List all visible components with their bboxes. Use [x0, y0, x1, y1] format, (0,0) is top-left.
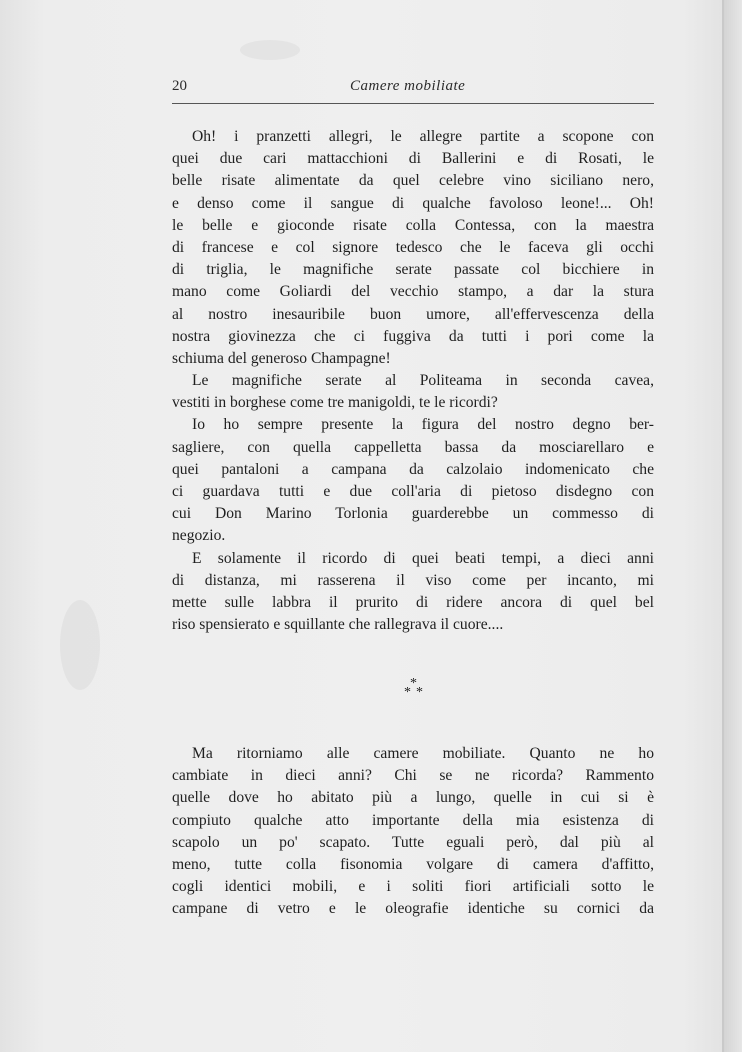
- text-line: ci guardava tutti e due coll'aria di pietoso disdegno con: [172, 483, 654, 500]
- text-line: quelle dove ho abitato più a lungo, quelle in cui si è: [172, 789, 654, 807]
- text-block-first: [172, 126, 654, 636]
- paper-stain: [240, 40, 300, 60]
- text-line: cogli identici mobili, e i soliti fiori artificiali sotto le: [172, 878, 654, 896]
- text-line: di triglia, le magnifiche serate passate col bicchiere in: [172, 261, 654, 279]
- header-rule: [172, 103, 654, 104]
- asterisk: *: [404, 685, 411, 700]
- text-line: campane di vetro e le oleografie identiche su cornici da: [172, 900, 654, 918]
- text-block-second: [172, 743, 654, 921]
- text-line: Le magnifiche serate al Politeama in seconda cavea,: [192, 372, 654, 390]
- text-line: negozio.: [172, 527, 226, 545]
- text-line: belle risate alimentate da quel celebre vino siciliano nero,: [172, 172, 654, 190]
- text-line: quei due cari mattacchioni di Ballerini e di Rosati, le: [172, 150, 654, 168]
- asterisk: *: [410, 676, 417, 691]
- running-title: Camere mobiliate: [350, 78, 466, 94]
- text-line: compiuto qualche atto importante della mia esistenza di: [172, 811, 654, 829]
- text-line: riso spensierato e squillante che rallegrava il cuore....: [172, 616, 504, 634]
- text-line: scapolo un po' scapato. Tutte eguali però, dal più al: [172, 833, 654, 851]
- text-line: cui Don Marino Torlonia guarderebbe un commesso di: [172, 505, 654, 523]
- text-line: meno, tutte colla fisonomia volgare di camera d'affitto,: [172, 855, 654, 873]
- text-line: sagliere, con quella cappelletta bassa da mosciarellaro e: [172, 438, 654, 456]
- text-line: di francese e col signore tedesco che le faceva gli occhi: [172, 238, 654, 256]
- text-line: al nostro inesauribile buon umore, all'effervescenza della: [172, 305, 654, 323]
- page-number: 20: [172, 78, 187, 94]
- page-edge-line: [722, 0, 724, 1052]
- text-line: e denso come il sangue di qualche favoloso leone!... Oh!: [172, 194, 654, 212]
- section-separator-asterism: [400, 676, 440, 706]
- text-line: le belle e gioconde risate colla Contessa, con la maestra: [172, 216, 654, 234]
- text-line: Ma ritorniamo alle camere mobiliate. Quanto ne ho: [192, 745, 654, 762]
- text-line: E solamente il ricordo di quei beati tempi, a dieci anni: [192, 549, 654, 567]
- page-edge-shadow: [724, 0, 742, 1052]
- text-line: nostra giovinezza che ci fuggiva da tutti i pori come la: [172, 327, 654, 345]
- running-header: [172, 78, 654, 104]
- asterisk: *: [416, 685, 423, 700]
- text-line: vestiti in borghese come tre manigoldi, te le ricordi?: [172, 394, 498, 412]
- text-line: Io ho sempre presente la figura del nostro degno ber-: [192, 416, 654, 434]
- text-line: Oh! i pranzetti allegri, le allegre partite a scopone con: [192, 128, 654, 145]
- text-line: mette sulle labbra il prurito di ridere ancora di quel bel: [172, 593, 654, 611]
- text-line: quei pantaloni a campana da calzolaio indomenicato che: [172, 460, 654, 478]
- text-line: cambiate in dieci anni? Chi se ne ricorda? Rammento: [172, 767, 654, 785]
- text-line: mano come Goliardi del vecchio stampo, a dar la stura: [172, 283, 654, 301]
- paper-stain: [60, 600, 100, 690]
- text-line: di distanza, mi rasserena il viso come per incanto, mi: [172, 571, 654, 589]
- text-line: schiuma del generoso Champagne!: [172, 349, 391, 367]
